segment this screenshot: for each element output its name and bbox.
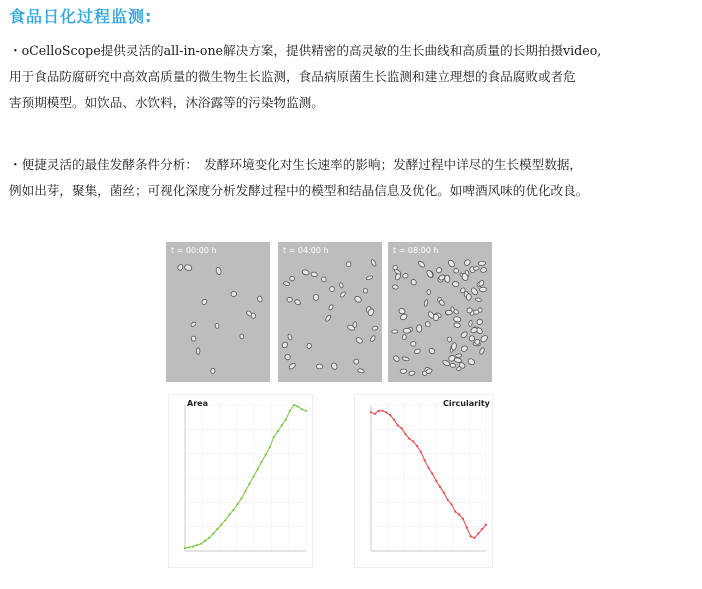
cell-image-t0: [166, 242, 270, 382]
data-point: [236, 503, 238, 505]
data-point: [305, 410, 307, 412]
yeast-cell: [283, 281, 290, 286]
data-point: [408, 438, 410, 440]
yeast-cell: [294, 299, 301, 306]
data-point: [216, 528, 218, 530]
data-point: [212, 532, 214, 534]
data-point: [378, 410, 380, 412]
data-point: [447, 499, 449, 501]
paragraph-text: oCelloScope提供灵活的all-in-one解决方案，提供精密的高灵敏的生长曲线和高质量的长期拍摄video,: [21, 43, 602, 58]
paragraph-line: 用于食品防腐研究中高效高质量的微生物生长监测，食品病原菌生长监测和建立理想的食品腐败或者危: [9, 69, 576, 84]
data-point: [200, 543, 202, 545]
data-point: [435, 480, 437, 482]
cell-image-t4: [278, 242, 382, 382]
yeast-cell: [467, 358, 476, 366]
yeast-cell: [402, 356, 410, 361]
yeast-cell: [410, 279, 417, 286]
yeast-cell: [357, 368, 364, 373]
yeast-cell: [287, 334, 292, 341]
yeast-cell: [328, 304, 334, 310]
yeast-cell: [414, 348, 421, 354]
circularity-chart: [354, 394, 493, 568]
bullet: ・: [9, 157, 22, 172]
data-point: [188, 546, 190, 548]
yeast-cell: [402, 335, 406, 340]
yeast-cell: [240, 334, 245, 339]
yeast-cell: [311, 272, 318, 278]
yeast-cell: [480, 334, 489, 343]
data-point: [473, 537, 475, 539]
yeast-cell: [313, 294, 319, 300]
data-point: [253, 475, 255, 477]
yeast-cell: [411, 341, 417, 346]
yeast-cell: [355, 337, 363, 345]
yeast-cell: [306, 343, 312, 349]
yeast-cell: [372, 326, 378, 331]
yeast-cell: [479, 347, 485, 355]
yeast-cell: [409, 371, 416, 376]
yeast-cell: [392, 330, 398, 334]
yeast-cell: [428, 347, 436, 355]
yeast-cell: [444, 275, 450, 283]
yeast-cell: [447, 259, 455, 268]
data-point: [454, 511, 456, 513]
data-point: [439, 486, 441, 488]
yeast-cell: [197, 348, 200, 355]
data-point: [412, 440, 414, 442]
paragraph-line: [9, 152, 698, 178]
paragraph-text: 便捷灵活的最佳发酵条件分析： 发酵环境变化对生长速率的影响；发酵过程中详尽的生长模型数据，: [21, 157, 583, 172]
data-point: [228, 513, 230, 515]
data-point: [257, 468, 259, 470]
yeast-cell: [190, 321, 196, 327]
bullet: ・: [9, 43, 22, 58]
yeast-cell: [281, 341, 289, 349]
yeast-cell: [403, 328, 410, 333]
data-point: [466, 527, 468, 529]
yeast-cell: [480, 267, 487, 273]
micrograph-t8: [388, 242, 492, 382]
yeast-cell: [329, 286, 335, 292]
timestamp-label: t = 04:00 h: [283, 246, 329, 255]
yeast-cell: [425, 321, 431, 328]
paragraph-fermentation-monitoring: [9, 38, 698, 116]
data-point: [240, 497, 242, 499]
yeast-cell: [452, 281, 459, 287]
yeast-cell: [454, 322, 461, 327]
data-point: [289, 410, 291, 412]
yeast-cell: [476, 318, 484, 326]
data-point: [297, 405, 299, 407]
micrograph-t0: [166, 242, 270, 382]
yeast-cell: [460, 331, 468, 339]
yeast-cell: [331, 362, 339, 370]
paragraph-fermentation-conditions: [9, 152, 698, 204]
data-point: [485, 524, 487, 526]
area-chart-plot: [169, 395, 312, 567]
data-point: [381, 410, 383, 412]
series-line: [371, 411, 486, 538]
yeast-cell: [475, 298, 482, 303]
data-point: [301, 408, 303, 410]
yeast-cell: [284, 354, 291, 361]
data-point: [401, 427, 403, 429]
data-point: [281, 424, 283, 426]
yeast-cell: [402, 273, 409, 279]
yeast-cell: [353, 322, 357, 328]
yeast-cell: [339, 282, 344, 288]
yeast-cell: [257, 296, 262, 303]
data-point: [450, 503, 452, 505]
yeast-cell: [362, 288, 368, 294]
data-point: [285, 419, 287, 421]
yeast-cell: [451, 342, 457, 350]
data-point: [184, 547, 186, 549]
yeast-cell: [231, 291, 237, 297]
yeast-cell: [447, 337, 453, 343]
yeast-cell: [316, 364, 323, 369]
data-point: [265, 454, 267, 456]
yeast-cell: [453, 268, 459, 273]
data-point: [273, 436, 275, 438]
data-point: [370, 411, 372, 413]
paragraph-line: 害预期模型。如饮品、水饮料，沐浴露等的污染物监测。: [9, 95, 324, 110]
data-point: [244, 490, 246, 492]
data-point: [420, 451, 422, 453]
data-point: [261, 461, 263, 463]
yeast-cell: [473, 310, 479, 315]
area-chart: [168, 394, 313, 568]
data-point: [293, 404, 295, 406]
data-point: [224, 519, 226, 521]
chart-title: Area: [187, 399, 208, 408]
yeast-cell: [302, 269, 310, 276]
yeast-cell: [427, 289, 431, 294]
yeast-cell: [210, 368, 215, 374]
micrograph-t4: [278, 242, 382, 382]
data-point: [248, 483, 250, 485]
yeast-cell: [460, 345, 468, 352]
yeast-cell: [463, 259, 471, 267]
data-point: [470, 535, 472, 537]
yeast-cell: [340, 291, 347, 298]
data-point: [431, 473, 433, 475]
yeast-cell: [289, 276, 295, 282]
yeast-cell: [468, 320, 472, 326]
yeast-cell: [466, 294, 471, 301]
circularity-chart-plot: [355, 395, 492, 567]
yeast-cell: [345, 261, 352, 268]
yeast-cell: [417, 260, 425, 268]
data-point: [277, 430, 279, 432]
yeast-cell: [424, 299, 429, 306]
data-point: [389, 414, 391, 416]
yeast-cell: [479, 287, 486, 292]
yeast-cell: [325, 314, 332, 322]
yeast-cell: [215, 323, 220, 328]
data-point: [397, 424, 399, 426]
data-point: [424, 459, 426, 461]
yeast-cell: [288, 362, 296, 370]
yeast-cell: [470, 287, 479, 296]
timestamp-label: t = 08:00 h: [393, 246, 439, 255]
yeast-cell: [416, 325, 422, 333]
yeast-cell: [393, 355, 401, 363]
yeast-cell: [478, 261, 486, 266]
yeast-cell: [455, 353, 462, 357]
data-point: [204, 540, 206, 542]
yeast-cell: [201, 298, 208, 305]
yeast-cell: [215, 267, 221, 275]
data-point: [458, 513, 460, 515]
paragraph-line: [9, 38, 698, 64]
data-point: [393, 419, 395, 421]
data-point: [192, 546, 194, 548]
timestamp-label: t = 00:00 h: [171, 246, 217, 255]
data-point: [416, 445, 418, 447]
data-point: [232, 509, 234, 511]
yeast-cell: [435, 267, 442, 274]
data-point: [462, 518, 464, 520]
yeast-cell: [353, 358, 360, 365]
section-title: 食品日化过程监测:: [9, 7, 153, 26]
yeast-cell: [177, 264, 184, 271]
data-point: [404, 433, 406, 435]
data-point: [481, 528, 483, 530]
yeast-cell: [370, 335, 377, 342]
data-point: [269, 446, 271, 448]
paragraph-line: 例如出芽，聚集，菌丝；可视化深度分析发酵过程中的模型和结晶信息及优化。如啤酒风味的优化改良。: [9, 183, 589, 198]
yeast-cell: [453, 316, 461, 322]
yeast-cell: [427, 311, 435, 319]
data-point: [208, 537, 210, 539]
data-point: [385, 411, 387, 413]
yeast-cell: [184, 264, 193, 272]
cell-image-t8: [388, 242, 492, 382]
data-point: [374, 413, 376, 415]
yeast-cell: [370, 259, 377, 267]
yeast-cell: [392, 284, 398, 289]
yeast-cell: [468, 335, 475, 342]
data-point: [196, 544, 198, 546]
data-point: [427, 467, 429, 469]
yeast-cell: [191, 336, 196, 341]
data-point: [477, 532, 479, 534]
data-point: [220, 524, 222, 526]
yeast-cell: [321, 276, 327, 282]
chart-title: Circularity: [443, 399, 490, 408]
yeast-cell: [287, 297, 293, 302]
yeast-cell: [366, 275, 373, 280]
data-point: [443, 492, 445, 494]
yeast-cell: [354, 295, 363, 303]
yeast-cell: [450, 363, 456, 368]
yeast-cell: [400, 369, 407, 374]
